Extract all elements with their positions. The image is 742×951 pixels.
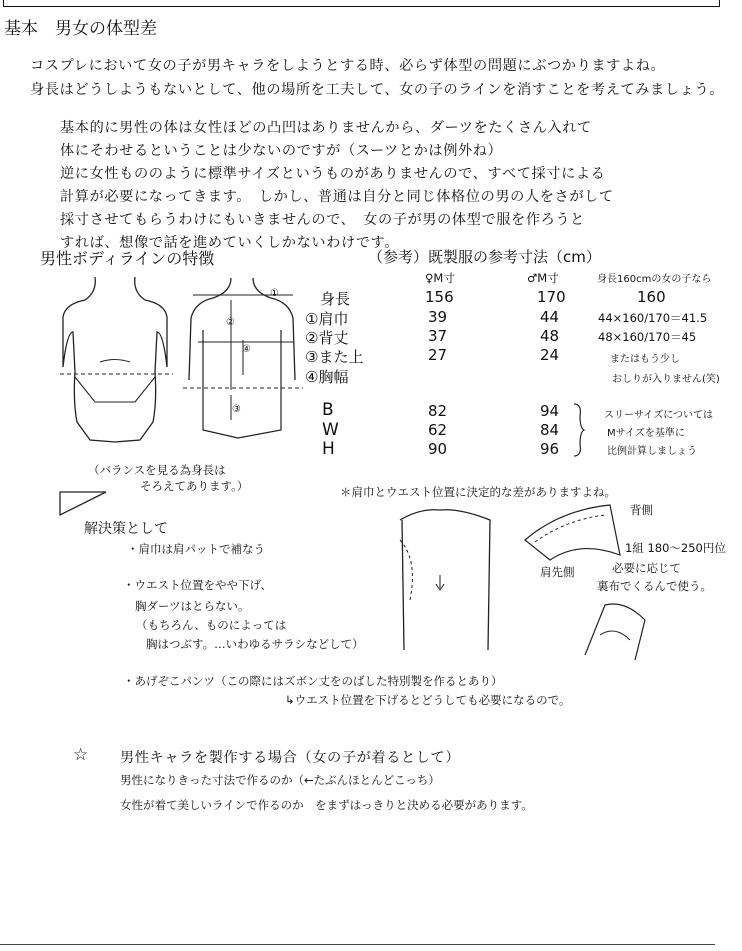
row-f-shoulder: 39	[428, 308, 448, 326]
bottom-rule	[0, 944, 715, 945]
row-m-height: 170	[537, 288, 566, 306]
female-torso-figure	[55, 272, 175, 452]
row-f-back: 37	[428, 327, 448, 345]
intro-line-1: コスプレにおいて女の子が男キャラをしようとする時、必らず体型の問題にぶつかりますよね。	[30, 58, 666, 74]
table-title: （参考）既製服の参考寸法（cm）	[368, 248, 601, 266]
col-header-male: ♂M寸	[527, 271, 559, 285]
label-2: ②	[226, 317, 235, 328]
pad-note-2: 必要に応じて	[612, 561, 681, 575]
star-icon: ☆	[73, 745, 89, 765]
figure-caption-1: （バランスを見る為身長は	[88, 463, 226, 477]
page-frame-top	[3, 0, 720, 7]
figure-caption-2: そろえてあります。）	[140, 479, 249, 493]
bwh-f-b: 82	[428, 402, 448, 420]
male-front-figure	[390, 500, 500, 660]
solution-3: ・あげぞこパンツ（この際にはズボン丈をのばした特別製を作るとあり）	[123, 674, 503, 688]
para2-line-2: 体にそわせるということは少ないのですが（スーツとかは例外ね）	[60, 143, 503, 159]
solution-3b: ↳ウエスト位置を下げるとどうしても必要になるので。	[285, 693, 571, 707]
row-f-rise: 27	[428, 346, 448, 364]
para2-line-3: 逆に女性もののように標準サイズというものがありませんので、すべて採寸による	[60, 166, 606, 182]
label-front-side: 肩先側	[540, 565, 575, 579]
pad-note-1: 1組 180～250円位	[625, 541, 726, 555]
male-torso-figure	[183, 270, 303, 450]
para2-line-4: 計算が必要になってきます。 しかし、普通は自分と同じ体格位の男の人をさがして	[60, 189, 614, 205]
row-label-back: ②背丈	[305, 329, 349, 347]
bwh-f-h: 90	[428, 440, 448, 458]
page-title: 基本 男女の体型差	[4, 19, 157, 39]
row-label-shoulder: ①肩巾	[305, 310, 349, 328]
bwh-label-h: H	[322, 439, 335, 459]
para2-line-5: 採寸させてもらうわけにもいきませんので、 女の子が男の体型で服を作ろうと	[60, 212, 585, 228]
solution-1: ・肩巾は肩パットで補なう	[127, 542, 265, 556]
footer-line-2: 男性になりきった寸法で作るのか（←たぶんほとんどこっち）	[120, 773, 440, 787]
body-section-title: 男性ボディラインの特徴	[40, 249, 215, 268]
row-m-back: 48	[540, 327, 560, 345]
row-m-shoulder: 44	[540, 308, 560, 326]
bwh-m-b: 94	[540, 402, 560, 420]
row-label-height: 身長	[320, 290, 351, 308]
bwh-label-b: B	[322, 400, 334, 420]
intro-line-2: 身長はどうしようもないとして、他の場所を工夫して、女の子のラインを消すことを考えてみましょう。	[30, 82, 725, 98]
shoulder-headline: ＊肩巾とウエスト位置に決定的な差がありますよね。	[340, 485, 616, 499]
solution-2d: 胸はつぶす。…いわゆるサラシなどして）	[146, 637, 364, 651]
col-header-female: ♀M寸	[425, 271, 455, 285]
bwh-f-w: 62	[428, 421, 448, 439]
bwh-note-2: Mサイズを基準に	[607, 428, 685, 439]
row-calc-shoulder: 44×160/170＝41.5	[598, 311, 708, 325]
pad-note-3: 裏布でくるんで使う。	[597, 579, 712, 593]
para2-line-1: 基本的に男性の体は女性ほどの凸凹はありませんから、ダーツをたくさん入れて	[60, 120, 592, 136]
label-back-side: 背側	[630, 503, 653, 517]
solution-2b: 胸ダーツはとらない。	[135, 599, 250, 613]
row-calc-chest: おしりが入りません(笑)	[612, 374, 720, 385]
label-4: ④	[242, 344, 251, 355]
row-label-rise: ③また上	[305, 348, 364, 366]
bwh-note-3: 比例計算しましょう	[607, 446, 697, 457]
triangle-icon	[58, 490, 108, 518]
row-calc-back: 48×160/170＝45	[598, 330, 697, 344]
shoulder-pad-figure-2	[580, 595, 650, 665]
bwh-note-1: スリーサイズについては	[604, 410, 713, 421]
row-f-height: 156	[425, 288, 454, 306]
label-1: ①	[270, 288, 279, 299]
bwh-brace	[572, 402, 586, 458]
row-m-rise: 24	[540, 346, 560, 364]
bwh-m-h: 96	[540, 440, 560, 458]
row-label-chest: ④胸幅	[305, 368, 349, 386]
label-3: ③	[232, 404, 241, 415]
bwh-m-w: 84	[540, 421, 560, 439]
bwh-label-w: W	[322, 420, 339, 440]
footer-line-3: 女性が着て美しいラインで作るのか をまずはっきりと決める必要があります。	[120, 798, 533, 812]
row-calc-rise: またはもう少し	[610, 354, 680, 365]
solutions-heading: 解決策として	[84, 521, 168, 537]
footer-line-1: 男性キャラを製作する場合（女の子が着るとして）	[120, 750, 461, 766]
row-calc-height: 160	[637, 288, 666, 306]
solution-2c: （もちろん、ものによっては	[136, 618, 287, 632]
col-header-calc: 身長160cmの女の子なら	[597, 274, 712, 285]
solution-2: ・ウエスト位置をやや下げ、	[123, 578, 273, 592]
para2-line-6: すれば、想像で話を進めていくしかないわけです。	[60, 235, 399, 251]
